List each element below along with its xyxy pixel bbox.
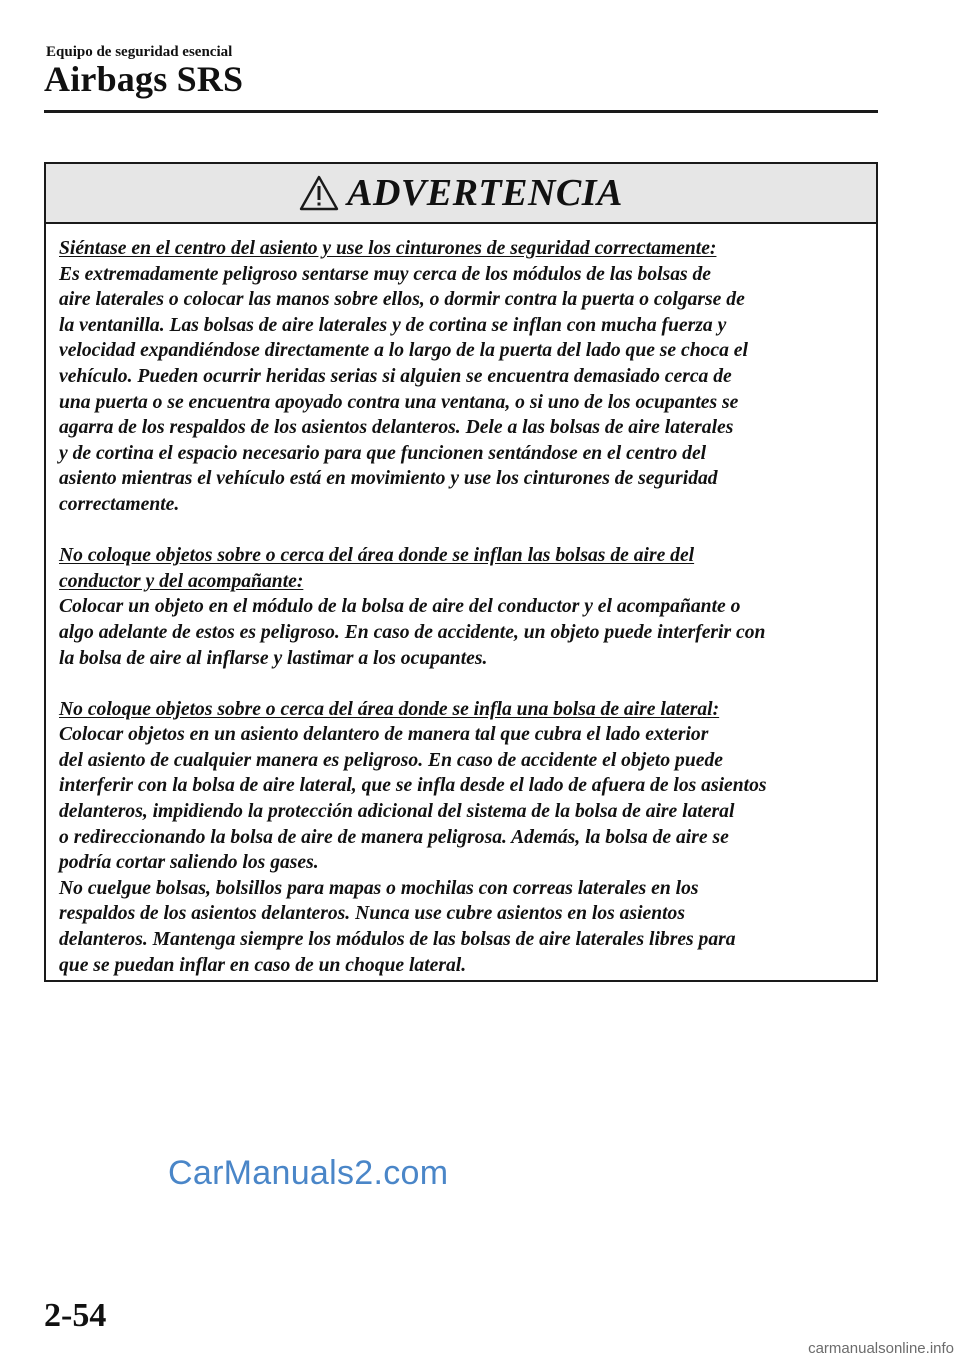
paragraph-heading: No coloque objetos sobre o cerca del área donde se inflan las bolsas de aire del — [59, 545, 695, 567]
paragraph-line: una puerta o se encuentra apoyado contra una ventana, o si uno de los ocupantes se — [59, 391, 739, 413]
paragraph-line: aire laterales o colocar las manos sobre ellos, o dormir contra la puerta o colgarse de — [59, 289, 745, 311]
paragraph-line: correctamente. — [59, 493, 180, 515]
paragraph-line: la bolsa de aire al inflarse y lastimar a los ocupantes. — [59, 647, 488, 669]
paragraph-line: delanteros, impidiendo la protección adicional del sistema de la bolsa de aire lateral — [59, 801, 735, 823]
paragraph-line: Colocar un objeto en el módulo de la bolsa de aire del conductor y el acompañante o — [59, 596, 741, 618]
paragraph-line: y de cortina el espacio necesario para que funcionen sentándose en el centro del — [59, 442, 707, 464]
paragraph-line: Colocar objetos en un asiento delantero de manera tal que cubra el lado exterior — [59, 724, 709, 746]
warning-title: ADVERTENCIA — [347, 172, 623, 214]
paragraph-line: del asiento de cualquier manera es peligroso. En caso de accidente el objeto puede — [59, 749, 723, 771]
warning-header — [46, 164, 876, 224]
paragraph-line: podría cortar saliendo los gases. — [59, 852, 319, 874]
paragraph-line: respaldos de los asientos delanteros. Nunca use cubre asientos en los asientos — [59, 903, 685, 925]
paragraph-line: agarra de los respaldos de los asientos delanteros. Dele a las bolsas de aire laterales — [59, 417, 734, 439]
warning-paragraph-front-airbags — [59, 543, 862, 671]
page-number: 2-54 — [44, 1297, 107, 1334]
warning-body — [46, 224, 876, 978]
paragraph-line: interferir con la bolsa de aire lateral, que se infla desde el lado de afuera de los asientos — [59, 775, 767, 797]
paragraph-line: asiento mientras el vehículo está en movimiento y use los cinturones de seguridad — [59, 468, 718, 490]
paragraph-line: que se puedan inflar en caso de un choque lateral. — [59, 954, 467, 976]
paragraph-line: vehículo. Pueden ocurrir heridas serias si alguien se encuentra demasiado cerca de — [59, 365, 732, 387]
paragraph-line: o redireccionando la bolsa de aire de manera peligrosa. Además, la bolsa de aire se — [59, 826, 729, 848]
warning-paragraph-seating — [59, 236, 862, 518]
paragraph-line: velocidad expandiéndose directamente a lo largo de la puerta del lado que se choca el — [59, 340, 748, 362]
paragraph-line: Es extremadamente peligroso sentarse muy cerca de los módulos de las bolsas de — [59, 263, 712, 285]
title-rule — [44, 110, 878, 113]
paragraph-line: No cuelgue bolsas, bolsillos para mapas o mochilas con correas laterales en los — [59, 877, 699, 899]
warning-triangle-icon — [299, 175, 339, 211]
paragraph-line: la ventanilla. Las bolsas de aire laterales y de cortina se inflan con mucha fuerza y — [59, 314, 727, 336]
paragraph-line: algo adelante de estos es peligroso. En caso de accidente, un objeto puede interferir con — [59, 621, 766, 643]
paragraph-heading: No coloque objetos sobre o cerca del área donde se infla una bolsa de aire lateral: — [59, 698, 720, 720]
warning-paragraph-side-airbags — [59, 697, 862, 979]
paragraph-heading: conductor y del acompañante: — [59, 570, 304, 592]
footer-mark: carmanualsonline.info — [808, 1340, 954, 1357]
page-title: Airbags SRS — [44, 59, 244, 99]
section-label: Equipo de seguridad esencial — [46, 44, 233, 60]
warning-box — [44, 162, 878, 982]
paragraph-heading: Siéntase en el centro del asiento y use los cinturones de seguridad correctamente: — [59, 238, 717, 259]
watermark-link[interactable]: CarManuals2.com — [168, 1154, 449, 1192]
paragraph-line: delanteros. Mantenga siempre los módulos de las bolsas de aire laterales libres para — [59, 929, 736, 951]
